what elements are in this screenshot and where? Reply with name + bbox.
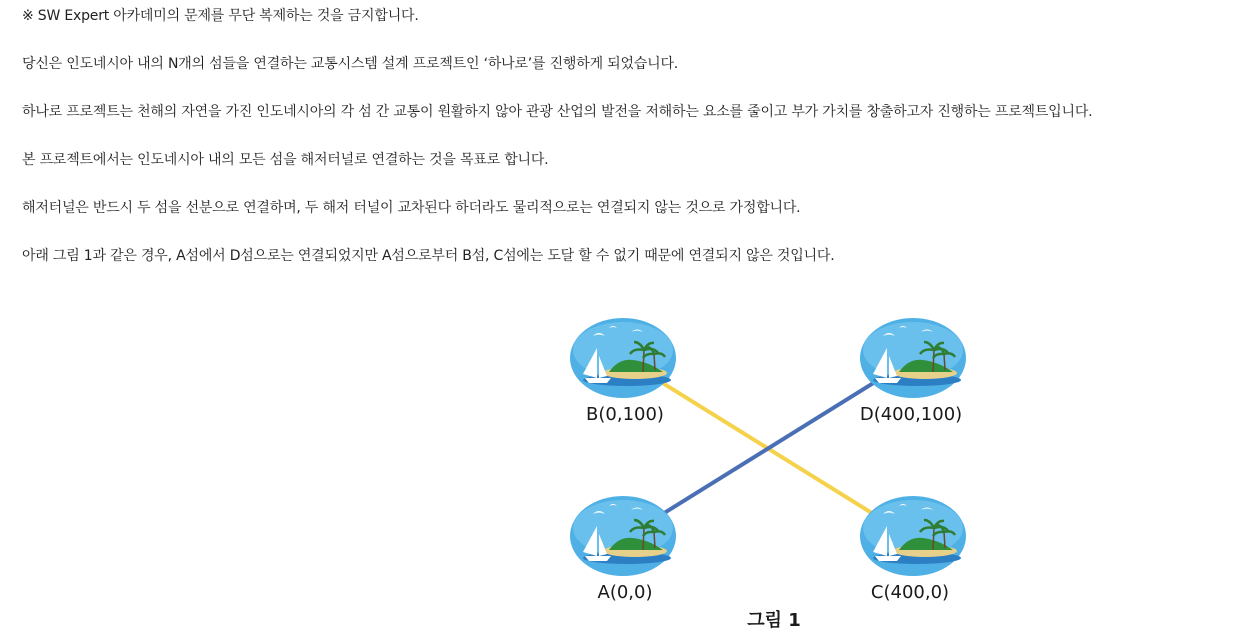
problem-paragraph-4: 해저터널은 반드시 두 섬을 선분으로 연결하며, 두 해저 터널이 교차된다 하더라도 물리적으로는 연결되지 않는 것으로 가정합니다. — [22, 200, 801, 216]
island-b-label: B(0,100) — [586, 404, 664, 425]
problem-paragraph-1: 당신은 인도네시아 내의 N개의 섬들을 연결하는 교통시스템 설계 프로젝트인 ‘하나로’를 진행하게 되었습니다. — [22, 56, 679, 72]
problem-paragraph-5: 아래 그림 1과 같은 경우, A섬에서 D섬으로는 연결되었지만 A섬으로부터 B섬, C섬에는 도달 할 수 없기 때문에 연결되지 않은 것입니다. — [22, 248, 835, 264]
copyright-notice: ※ SW Expert 아카데미의 문제를 무단 복제하는 것을 금지합니다. — [22, 8, 419, 24]
island-c-label: C(400,0) — [870, 582, 950, 603]
problem-paragraph-2: 하나로 프로젝트는 천해의 자연을 가진 인도네시아의 각 섬 간 교통이 원활하지 않아 관광 산업의 발전을 저해하는 요소를 줄이고 부가 가치를 창출하고자 진행하는 프로젝트입니다. — [22, 104, 1093, 120]
island-a-label: A(0,0) — [597, 582, 653, 603]
island-figure — [560, 305, 980, 640]
figure-caption: 그림 1 — [747, 610, 801, 631]
problem-paragraph-3: 본 프로젝트에서는 인도네시아 내의 모든 섬을 해저터널로 연결하는 것을 목표로 합니다. — [22, 152, 549, 168]
island-b-icon — [570, 318, 676, 398]
island-d-icon — [860, 318, 966, 398]
island-a-icon — [570, 496, 676, 576]
island-c-icon — [860, 496, 966, 576]
island-d-label: D(400,100) — [859, 404, 963, 425]
